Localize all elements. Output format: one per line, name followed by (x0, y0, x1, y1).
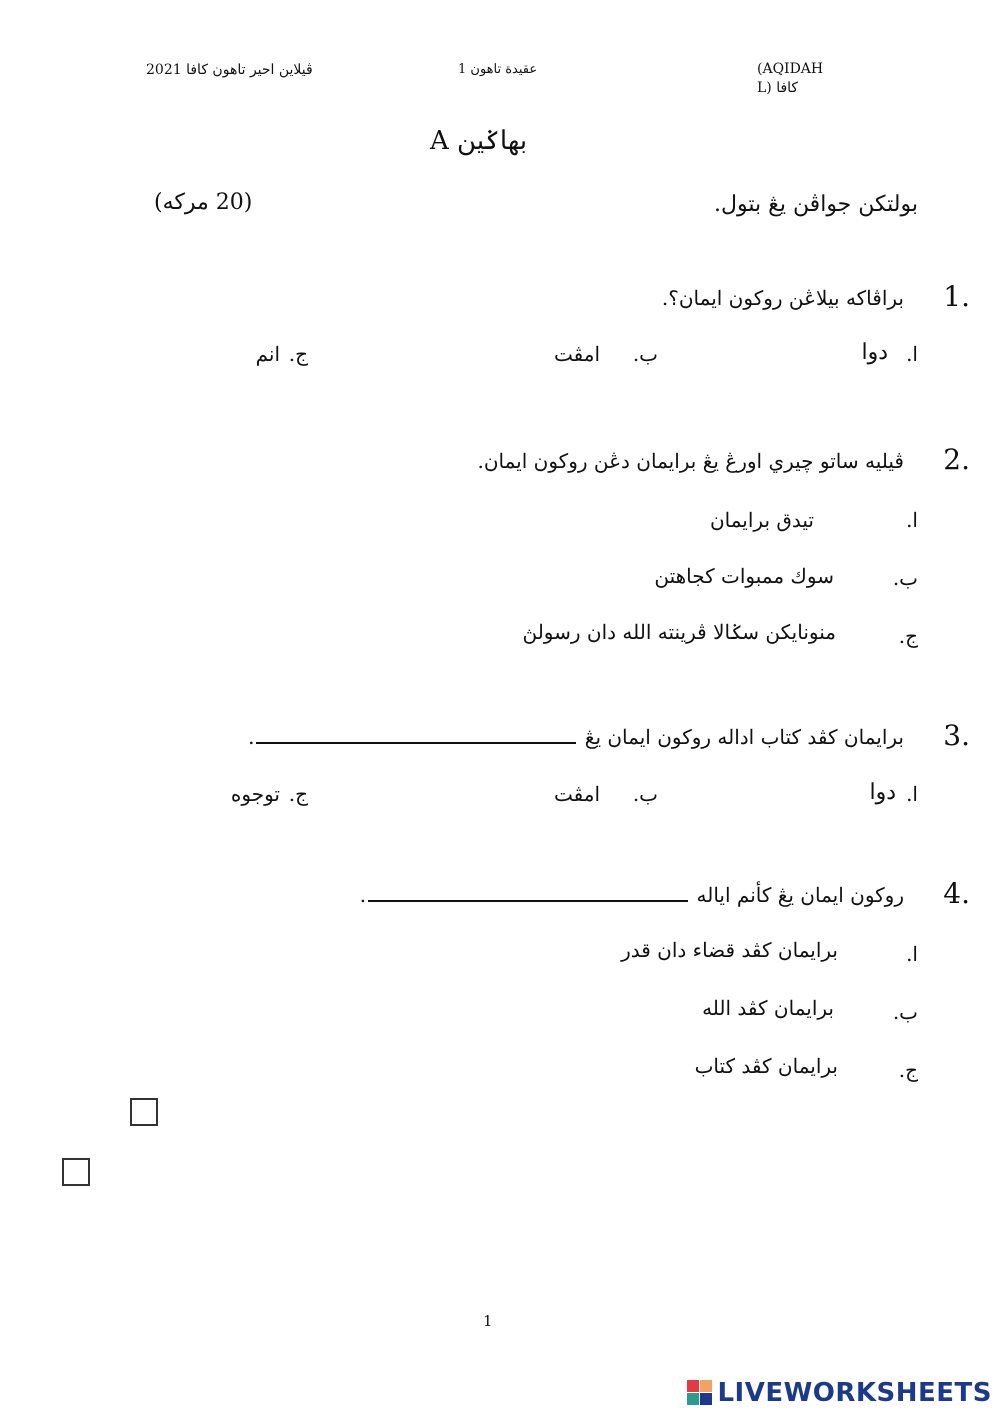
question-2-option-b[interactable]: سوك ممبوات كجاهتن (654, 564, 834, 588)
question-4-number: 4. (943, 877, 970, 910)
question-2-text: ڤيليه ساتو چيري اورڠ يڠ برايمان دڠن روكون ايمان. (477, 449, 904, 473)
question-3-option-b[interactable]: امڤت (553, 782, 600, 806)
header-right-line1: (AQIDAH (757, 61, 824, 77)
liveworksheets-logo-icon (687, 1380, 713, 1406)
question-2-option-c[interactable]: منونايكن سݢالا ڤرينته الله دان رسولڽ (522, 620, 836, 644)
question-4-option-a-label: ا. (906, 942, 918, 966)
question-2-number: 2. (943, 443, 970, 476)
question-4-answer-blank[interactable] (368, 899, 688, 902)
question-4-text (360, 883, 904, 907)
header-right (757, 60, 823, 98)
question-4-end: . (359, 883, 367, 907)
question-3-option-a-label: ا. (906, 782, 918, 806)
question-2-option-a[interactable]: تيدق برايمان (709, 508, 814, 532)
question-3-number: 3. (943, 719, 970, 752)
liveworksheets-brand (687, 1378, 992, 1408)
question-3-text (248, 725, 904, 749)
question-2-option-c-label: ج. (898, 624, 918, 648)
question-3-end: . (248, 725, 255, 749)
question-3-option-c[interactable]: توجوه (230, 782, 280, 806)
page-number: 1 (483, 1312, 493, 1330)
question-3-option-c-label: ج. (288, 782, 308, 806)
question-1-option-b-label: ب. (632, 342, 658, 366)
question-4-option-b-label: ب. (892, 1000, 918, 1024)
marks: (20 مركه) (154, 190, 253, 215)
section-title: بهاݢين A (430, 126, 528, 156)
header-right-line2: كافا (L (757, 80, 799, 96)
question-4-option-c[interactable]: برايمان كڤد كتاب (694, 1054, 838, 1078)
question-1-option-c[interactable]: انم (255, 342, 280, 366)
question-2-option-b-label: ب. (892, 566, 918, 590)
question-1-option-b[interactable]: امڤت (553, 342, 600, 366)
question-4-stem: روكون ايمان يڠ كأنم اياله (696, 883, 904, 907)
question-4-option-c-label: ج. (898, 1058, 918, 1082)
answer-checkbox-1[interactable] (130, 1098, 158, 1126)
question-1-number: 1. (943, 280, 970, 313)
liveworksheets-text: LIVEWORKSHEETS (717, 1378, 992, 1408)
question-1-option-a[interactable]: دوا (861, 340, 888, 365)
question-3-stem: برايمان كڤد كتاب اداله روكون ايمان يڠ (584, 725, 904, 749)
question-1-option-c-label: ج. (288, 342, 308, 366)
header-left: ڤيلاين احير تاهون كافا 2021 (146, 62, 313, 78)
question-1-option-a-label: ا. (906, 342, 918, 366)
question-3-option-a[interactable]: دوا (869, 780, 896, 805)
header-middle: عقيدة تاهون 1 (458, 62, 538, 77)
question-3-option-b-label: ب. (632, 782, 658, 806)
instruction: بولتكن جواڤن يڠ بتول. (714, 192, 918, 217)
question-1-text: براڤاكه بيلاڠن روكون ايمان؟. (661, 286, 904, 310)
question-2-option-a-label: ا. (906, 508, 918, 532)
question-4-option-a[interactable]: برايمان كڤد قضاء دان قدر (621, 938, 838, 962)
question-3-answer-blank[interactable] (256, 741, 576, 744)
answer-checkbox-2[interactable] (62, 1158, 90, 1186)
question-4-option-b[interactable]: برايمان كڤد الله (702, 996, 834, 1020)
